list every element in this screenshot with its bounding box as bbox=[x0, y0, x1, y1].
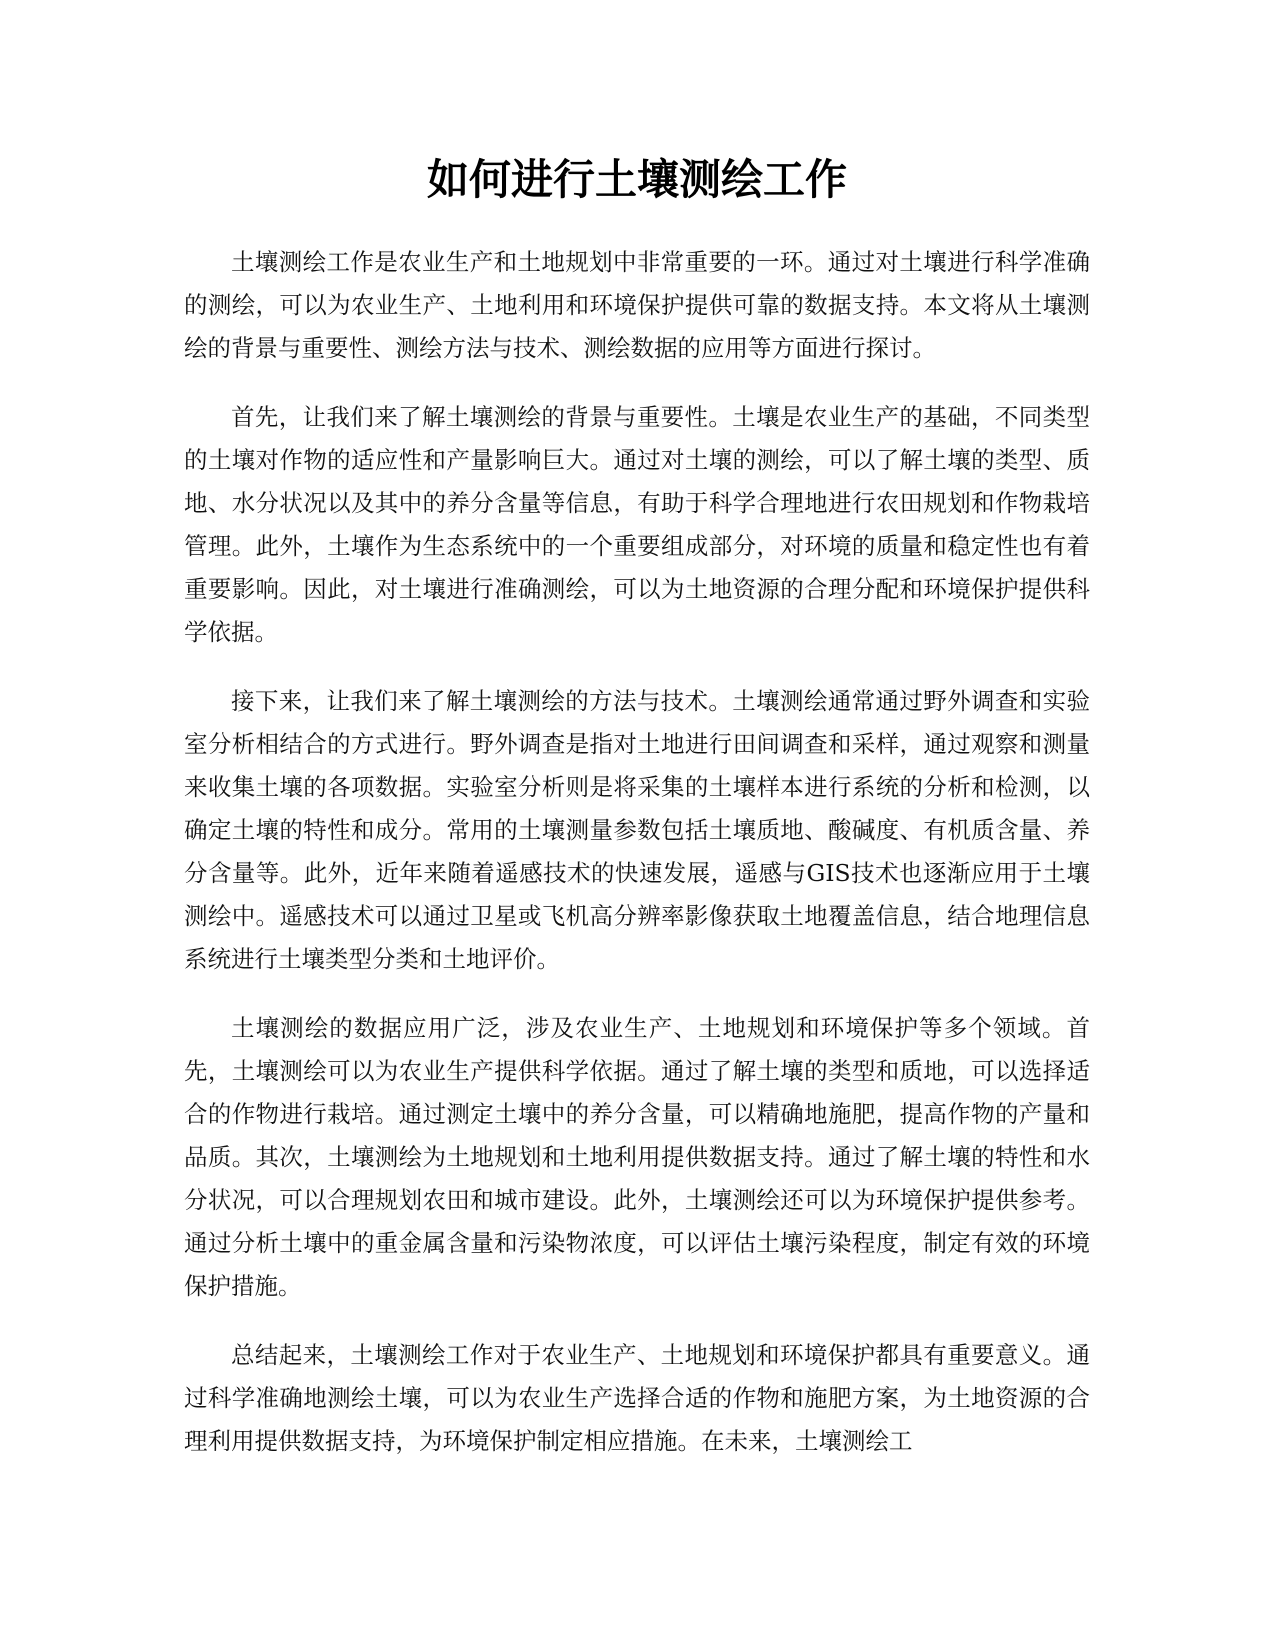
document-body bbox=[184, 241, 1090, 1489]
paragraph-intro: 土壤测绘工作是农业生产和土地规划中非常重要的一环。通过对土壤进行科学准确的测绘，可以为农业生产、土地利用和环境保护提供可靠的数据支持。本文将从土壤测绘的背景与重要性、测绘方法与技术、测绘数据的应用等方面进行探讨。 bbox=[184, 248, 1090, 362]
document-title: 如何进行土壤测绘工作 bbox=[426, 155, 847, 204]
paragraph-applications: 土壤测绘的数据应用广泛，涉及农业生产、土地规划和环境保护等多个领域。首先，土壤测绘可以为农业生产提供科学依据。通过了解土壤的类型和质地，可以选择适合的作物进行栽培。通过测定土壤中的养分含量，可以精确地施肥，提高作物的产量和品质。其次，土壤测绘为土地规划和土地利用提供数据支持。通过了解土壤的特性和水分状况，可以合理规划农田和城市建设。此外，土壤测绘还可以为环境保护提供参考。通过分析土壤中的重金属含量和污染物浓度，可以评估土壤污染程度，制定有效的环境保护措施。 bbox=[184, 1014, 1090, 1300]
paragraph-background: 首先，让我们来了解土壤测绘的背景与重要性。土壤是农业生产的基础，不同类型的土壤对作物的适应性和产量影响巨大。通过对土壤的测绘，可以了解土壤的类型、质地、水分状况以及其中的养分含量等信息，有助于科学合理地进行农田规划和作物栽培管理。此外，土壤作为生态系统中的一个重要组成部分，对环境的质量和稳定性也有着重要影响。因此，对土壤进行准确测绘，可以为土地资源的合理分配和环境保护提供科学依据。 bbox=[184, 403, 1090, 646]
paragraph-methods: 接下来，让我们来了解土壤测绘的方法与技术。土壤测绘通常通过野外调查和实验室分析相结合的方式进行。野外调查是指对土地进行田间调查和采样，通过观察和测量来收集土壤的各项数据。实验室分析则是将采集的土壤样本进行系统的分析和检测，以确定土壤的特性和成分。常用的土壤测量参数包括土壤质地、酸碱度、有机质含量、养分含量等。此外，近年来随着遥感技术的快速发展，遥感与GIS技术也逐渐应用于土壤测绘中。遥感技术可以通过卫星或飞机高分辨率影像获取土地覆盖信息，结合地理信息系统进行土壤类型分类和土地评价。 bbox=[184, 687, 1090, 973]
document-page bbox=[184, 0, 1090, 1650]
paragraph-summary: 总结起来，土壤测绘工作对于农业生产、土地规划和环境保护都具有重要意义。通过科学准确地测绘土壤，可以为农业生产选择合适的作物和施肥方案，为土地资源的合理利用提供数据支持，为环境保护制定相应措施。在未来，土壤测绘工 bbox=[184, 1341, 1090, 1455]
